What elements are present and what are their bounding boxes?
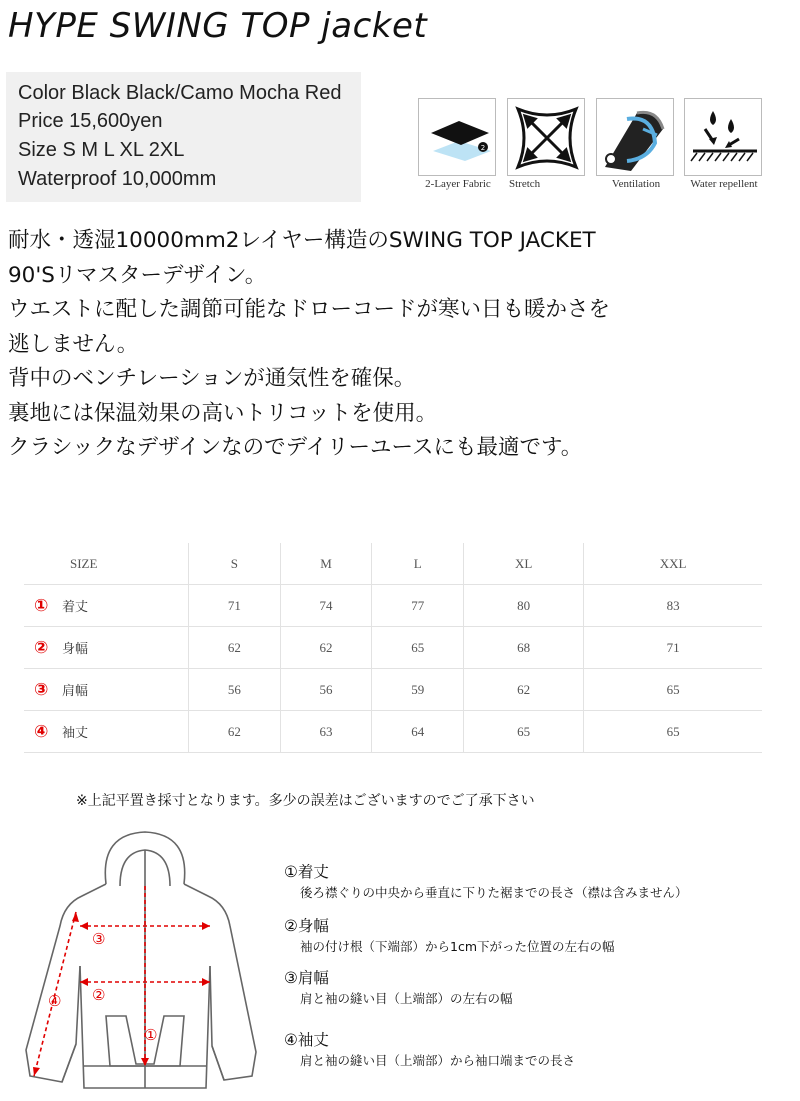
table-cell: 56: [189, 669, 281, 711]
stretch-arrows-icon: [507, 98, 585, 176]
marker-length: ①: [144, 1026, 158, 1044]
table-row: [24, 627, 762, 669]
row-label-cell: [24, 585, 189, 627]
feature-label: Ventilation: [611, 178, 661, 190]
table-cell: 77: [372, 585, 464, 627]
table-cell: 80: [464, 585, 584, 627]
feature-stretch: [507, 98, 587, 190]
table-cell: 65: [372, 627, 464, 669]
row-label-cell: [24, 627, 189, 669]
description-line: 背中のベンチレーションが通気性を確保。: [8, 366, 416, 391]
jacket-measurement-diagram: [20, 826, 270, 1098]
legend-item: [284, 1028, 575, 1069]
row-label: 肩幅: [62, 683, 89, 699]
feature-two-layer: [418, 98, 498, 190]
header-cell: S: [189, 543, 281, 585]
table-cell: 65: [464, 711, 584, 753]
description-line: クラシックなデザインなのでデイリーユースにも最適です。: [8, 435, 583, 460]
marker-chest: ②: [92, 986, 106, 1004]
description-line: 逃しません。: [8, 331, 139, 357]
table-cell: 74: [280, 585, 372, 627]
two-layer-fabric-icon: [418, 98, 496, 176]
feature-label: Stretch: [509, 178, 541, 190]
legend-item: [284, 860, 688, 901]
feature-water-repellent: [684, 98, 764, 190]
row-label: 袖丈: [62, 725, 89, 741]
legend-item: [284, 914, 615, 955]
legend-title: ④袖丈: [284, 1031, 329, 1049]
table-cell: 65: [584, 711, 762, 753]
spec-price: Price 15,600yen: [18, 110, 163, 132]
table-cell: 62: [189, 627, 281, 669]
table-cell: 83: [584, 585, 762, 627]
legend-text: 袖の付け根（下端部）から1cm下がった位置の左右の幅: [300, 939, 615, 954]
table-cell: 71: [584, 627, 762, 669]
table-cell: 65: [584, 669, 762, 711]
table-row: [24, 711, 762, 753]
row-label: 身幅: [62, 641, 89, 657]
spec-color: Color Black Black/Camo Mocha Red: [18, 82, 342, 104]
table-cell: 71: [189, 585, 281, 627]
legend-title: ①着丈: [284, 863, 329, 881]
spec-size: Size S M L XL 2XL: [18, 139, 185, 161]
legend-text: 肩と袖の縫い目（上端部）の左右の幅: [300, 991, 513, 1006]
legend-item: [284, 966, 513, 1007]
table-row: [24, 585, 762, 627]
row-label: 着丈: [62, 599, 89, 615]
legend-title: ③肩幅: [284, 969, 329, 987]
feature-ventilation: [596, 98, 676, 190]
table-cell: 62: [189, 711, 281, 753]
description-line: 90'Sリマスターデザイン。: [8, 262, 267, 288]
feature-label: Water repellent: [690, 178, 758, 190]
header-cell: SIZE: [24, 543, 189, 585]
row-label-cell: [24, 711, 189, 753]
jacket-outline-icon: [26, 832, 256, 1088]
row-number: ①: [34, 595, 49, 616]
table-cell: 62: [464, 669, 584, 711]
row-number: ③: [34, 679, 49, 700]
table-cell: 59: [372, 669, 464, 711]
header-cell: XL: [464, 543, 584, 585]
product-description: [8, 224, 610, 466]
ventilation-icon: [596, 98, 674, 176]
table-cell: 63: [280, 711, 372, 753]
spec-panel: [6, 72, 361, 202]
row-label-cell: [24, 669, 189, 711]
spec-waterproof: Waterproof 10,000mm: [18, 168, 217, 190]
table-cell: 62: [280, 627, 372, 669]
header-cell: XXL: [584, 543, 762, 585]
table-row: [24, 669, 762, 711]
row-number: ④: [34, 721, 49, 742]
product-title: HYPE SWING TOP jacket: [8, 6, 428, 46]
table-cell: 64: [372, 711, 464, 753]
size-table: [24, 543, 762, 753]
svg-text:2: 2: [480, 144, 486, 152]
description-line: 耐水・透湿10000mm2レイヤー構造のSWING TOP JACKET: [8, 228, 596, 253]
marker-sleeve: ④: [48, 992, 62, 1010]
measurement-lines: [34, 886, 210, 1076]
measurement-note: ※上記平置き採寸となります。多少の誤差はございますのでご了承下さい: [76, 793, 535, 809]
legend-text: 肩と袖の縫い目（上端部）から袖口端までの長さ: [300, 1053, 576, 1068]
header-cell: L: [372, 543, 464, 585]
description-line: 裏地には保温効果の高いトリコットを使用。: [8, 400, 438, 426]
marker-shoulder: ③: [92, 930, 106, 948]
row-number: ②: [34, 637, 49, 658]
legend-title: ②身幅: [284, 917, 329, 935]
header-cell: M: [280, 543, 372, 585]
table-cell: 68: [464, 627, 584, 669]
table-cell: 56: [280, 669, 372, 711]
description-line: ウエストに配した調節可能なドローコードが寒い日も暖かさを: [8, 297, 611, 322]
feature-label: 2-Layer Fabric: [425, 178, 491, 190]
water-drops-icon: [684, 98, 762, 176]
table-header-row: [24, 543, 762, 585]
legend-text: 後ろ襟ぐりの中央から垂直に下りた裾までの長さ（襟は含みません）: [300, 885, 688, 900]
